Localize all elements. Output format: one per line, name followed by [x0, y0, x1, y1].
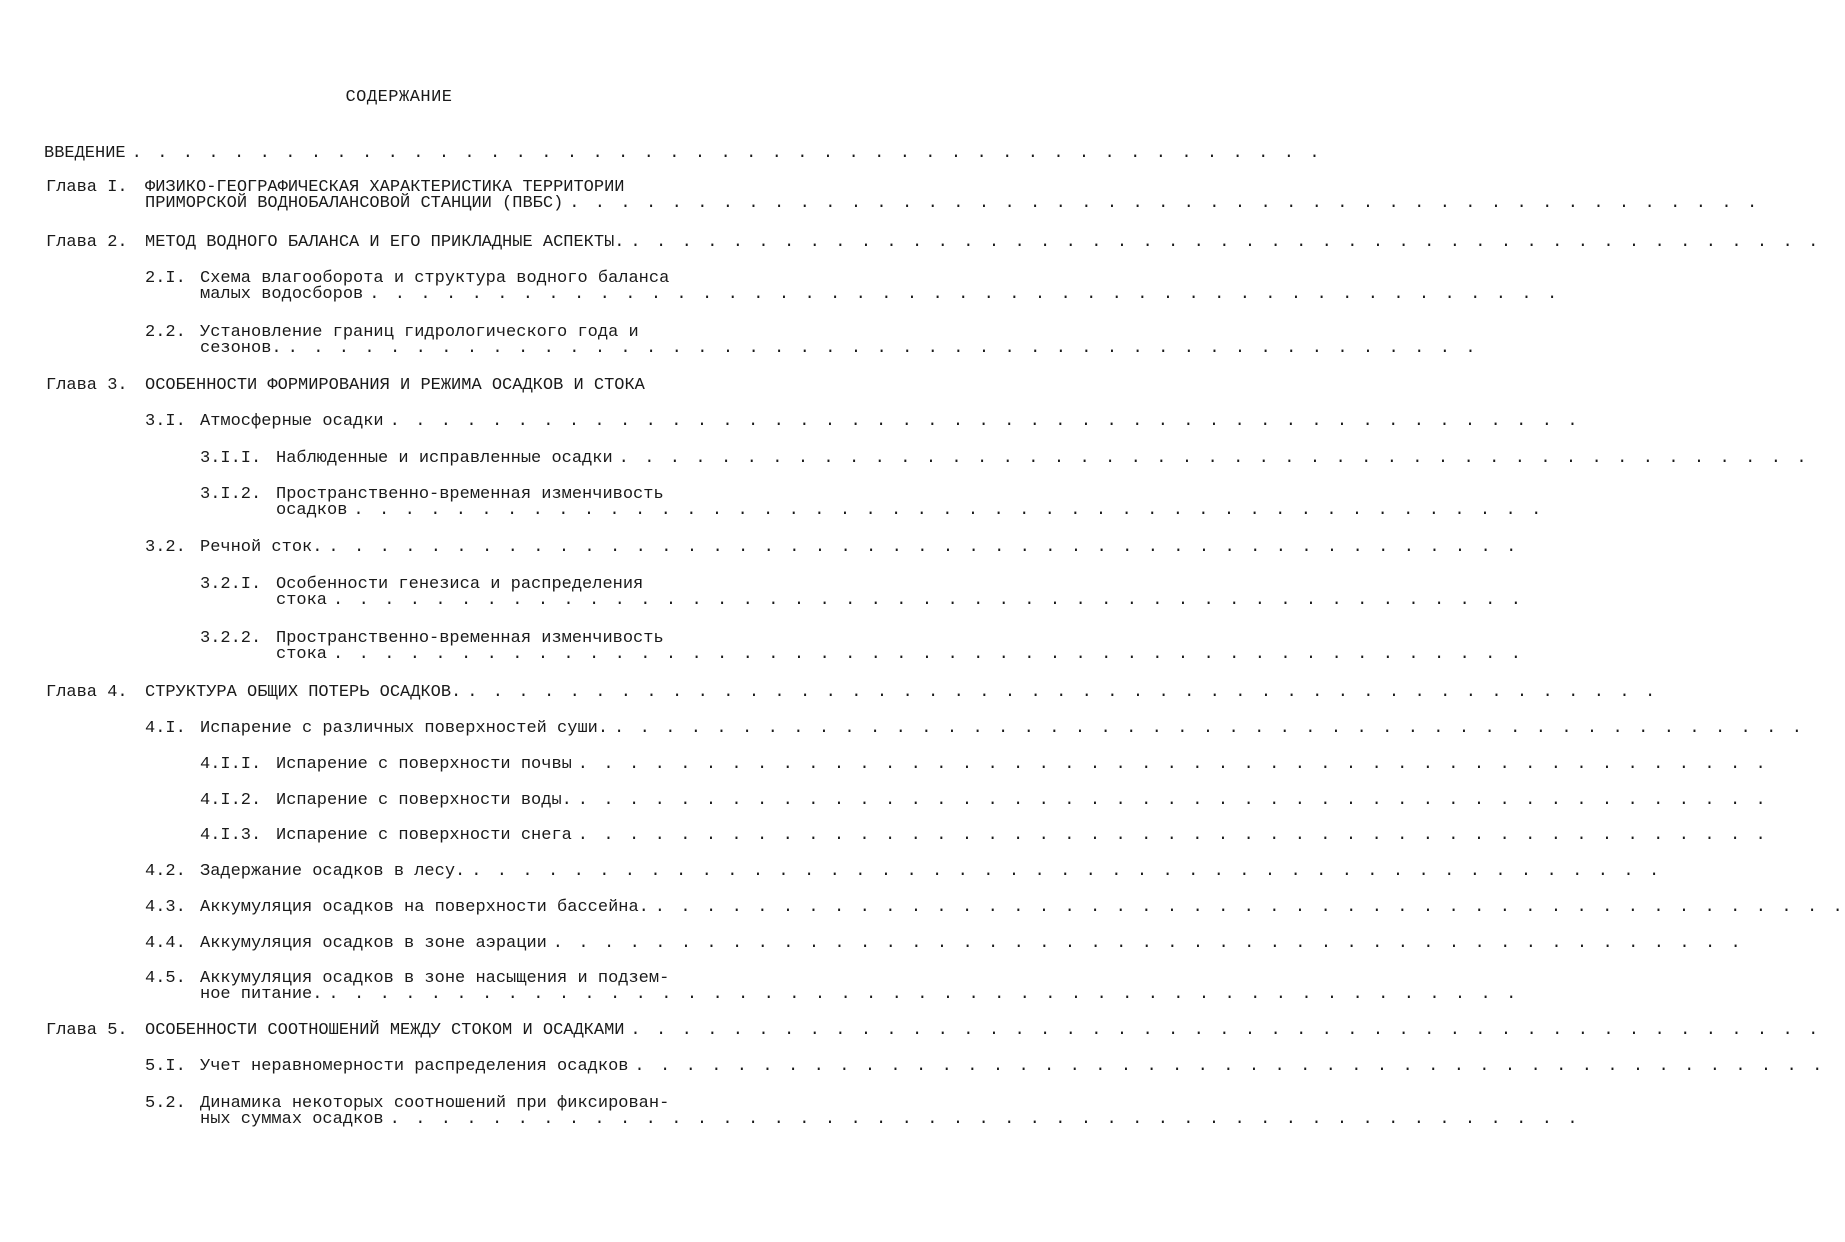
dot-leader: . . . . . . . . . . . . . . . . . . . . . . . . . . . . . . . . . . . . . . . . . . . . . . .: [577, 791, 1769, 810]
toc-entry-number: 3.2.: [145, 538, 186, 557]
dot-leader: . . . . . . . . . . . . . . . . . . . . . . . . . . . . . . . . . . . . . . . . . . . . . . .: [577, 826, 1769, 845]
toc-entry-number: Глава 4.: [46, 683, 128, 702]
toc-entry-title-line: ных суммах осадков: [200, 1110, 384, 1129]
toc-entry-number: 5.I.: [145, 1057, 186, 1076]
dot-leader: . . . . . . . . . . . . . . . . . . . . . . . . . . . . . . . . . . . . . . . . . . . . . . .: [467, 683, 1658, 702]
dot-leader: . . . . . . . . . . . . . . . . . . . . . . . . . . . . . . . . . . . . . . . . . . . . . . .: [630, 233, 1821, 252]
toc-entry-title-line: осадков: [276, 501, 348, 520]
dot-leader: . . . . . . . . . . . . . . . . . . . . . . . . . . . . . . . . . . . . . . . . . . . . . . .: [552, 934, 1744, 953]
dot-leader: . . . . . . . . . . . . . . . . . . . . . . . . . . . . . . . . . . . . . . . . . . . . . . .: [328, 985, 1519, 1004]
toc-entry-number: Глава 3.: [46, 376, 128, 395]
toc-entry-number: 4.I.2.: [200, 791, 262, 810]
dot-leader: . . . . . . . . . . . . . . . . . . . . . . . . . . . . . . . . . . . . . . . . . . . . . . .: [569, 194, 1760, 213]
toc-entry-title-line: Аккумуляция осадков на поверхности бассейна.: [200, 898, 649, 917]
dot-leader: . . . . . . . . . . . . . . . . . . . . . . . . . . . . . . . . . . . . . . . . . . . . . . .: [131, 144, 1323, 163]
dot-leader: . . . . . . . . . . . . . . . . . . . . . . . . . . . . . . . . . . . . . . . . . . . . . . .: [614, 719, 1805, 738]
dot-leader: . . . . . . . . . . . . . . . . . . . . . . . . . . . . . . . . . . . . . . . . . . . . . . .: [287, 339, 1479, 358]
toc-entry-title-line: ПРИМОРСКОЙ ВОДНОБАЛАНСОВОЙ СТАНЦИИ (ПВБС): [145, 194, 564, 213]
toc-entry-number: 3.I.: [145, 412, 186, 431]
toc-entry-number: 4.I.3.: [200, 826, 262, 845]
toc-entry-title-line: МЕТОД ВОДНОГО БАЛАНСА И ЕГО ПРИКЛАДНЫЕ АСПЕКТЫ.: [145, 233, 625, 252]
dot-leader: . . . . . . . . . . . . . . . . . . . . . . . . . . . . . . . . . . . . . . . . . . . . . . .: [389, 1110, 1581, 1129]
toc-entry-number: 4.4.: [145, 934, 186, 953]
toc-entry-title-line: Испарение с поверхности почвы: [276, 755, 572, 774]
toc-entry-title-line: Испарение с поверхности воды.: [276, 791, 572, 810]
dot-leader: . . . . . . . . . . . . . . . . . . . . . . . . . . . . . . . . . . . . . . . . . . . . . . .: [577, 755, 1769, 774]
toc-entry-title-line: Наблюденные и исправленные осадки: [276, 449, 613, 468]
toc-entry-title-line: Динамика некоторых соотношений при фиксирован-: [200, 1094, 670, 1113]
toc-entry-title-line: ФИЗИКО-ГЕОГРАФИЧЕСКАЯ ХАРАКТЕРИСТИКА ТЕРРИТОРИИ: [145, 178, 625, 197]
toc-entry-number: 3.2.I.: [200, 575, 262, 594]
dot-leader: . . . . . . . . . . . . . . . . . . . . . . . . . . . . . . . . . . . . . . . . . . . . . . .: [471, 862, 1662, 881]
toc-entry-title-line: Учет неравномерности распределения осадков: [200, 1057, 629, 1076]
toc-entry-title-line: Испарение с различных поверхностей суши.: [200, 719, 609, 738]
toc-entry-title-line: стока: [276, 645, 328, 664]
toc-entry-title-line: Пространственно-временная изменчивость: [276, 485, 664, 504]
toc-entry-number: 4.I.: [145, 719, 186, 738]
dot-leader: . . . . . . . . . . . . . . . . . . . . . . . . . . . . . . . . . . . . . . . . . . . . . . .: [369, 285, 1560, 304]
page-title: СОДЕРЖАНИЕ: [345, 88, 453, 107]
toc-entry-title-line: стока: [276, 591, 328, 610]
toc-entry-number: 3.2.2.: [200, 629, 262, 648]
toc-entry-title-line: ВВЕДЕНИЕ: [44, 144, 126, 163]
toc-entry-number: 4.3.: [145, 898, 186, 917]
dot-leader: . . . . . . . . . . . . . . . . . . . . . . . . . . . . . . . . . . . . . . . . . . . . . . .: [333, 645, 1524, 664]
dot-leader: . . . . . . . . . . . . . . . . . . . . . . . . . . . . . . . . . . . . . . . . . . . . . . .: [389, 412, 1581, 431]
toc-entry-title-line: Установление границ гидрологического года и: [200, 323, 639, 342]
toc-entry-title-line: Пространственно-временная изменчивость: [276, 629, 664, 648]
toc-entry-number: 5.2.: [145, 1094, 186, 1113]
toc-entry-number: 2.2.: [145, 323, 186, 342]
toc-entry-number: 4.2.: [145, 862, 186, 881]
toc-entry-number: Глава 2.: [46, 233, 128, 252]
toc-entry-number: 2.I.: [145, 269, 186, 288]
toc-entry-number: Глава I.: [46, 178, 128, 197]
toc-entry-title-line: Речной сток.: [200, 538, 323, 557]
toc-entry-title-line: СТРУКТУРА ОБЩИХ ПОТЕРЬ ОСАДКОВ.: [145, 683, 462, 702]
dot-leader: . . . . . . . . . . . . . . . . . . . . . . . . . . . . . . . . . . . . . . . . . . . . . . .: [618, 449, 1810, 468]
toc-entry-title-line: Схема влагооборота и структура водного баланса: [200, 269, 670, 288]
toc-entry-title-line: Аккумуляция осадков в зоне насыщения и подзем-: [200, 969, 670, 988]
toc-entry-number: 4.5.: [145, 969, 186, 988]
toc-entry-title-line: сезонов.: [200, 339, 282, 358]
toc-entry-title-line: Особенности генезиса и распределения: [276, 575, 644, 594]
toc-entry-title-line: Задержание осадков в лесу.: [200, 862, 466, 881]
toc-entry-number: 4.I.I.: [200, 755, 262, 774]
toc-entry-title-line: ное питание.: [200, 985, 323, 1004]
toc-entry-number: 3.I.I.: [200, 449, 262, 468]
toc-entry-title-line: Аккумуляция осадков в зоне аэрации: [200, 934, 547, 953]
toc-entry-number: 3.I.2.: [200, 485, 262, 504]
dot-leader: . . . . . . . . . . . . . . . . . . . . . . . . . . . . . . . . . . . . . . . . . . . . . . .: [654, 898, 1845, 917]
dot-leader: . . . . . . . . . . . . . . . . . . . . . . . . . . . . . . . . . . . . . . . . . . . . . . .: [353, 501, 1544, 520]
dot-leader: . . . . . . . . . . . . . . . . . . . . . . . . . . . . . . . . . . . . . . . . . . . . . . .: [328, 538, 1519, 557]
toc-entry-title-line: ОСОБЕННОСТИ ФОРМИРОВАНИЯ И РЕЖИМА ОСАДКОВ И СТОКА: [145, 376, 645, 395]
toc-entry-title-line: Атмосферные осадки: [200, 412, 384, 431]
toc-entry-title-line: Испарение с поверхности снега: [276, 826, 572, 845]
toc-entry-number: Глава 5.: [46, 1021, 128, 1040]
dot-leader: . . . . . . . . . . . . . . . . . . . . . . . . . . . . . . . . . . . . . . . . . . . . . . .: [333, 591, 1524, 610]
toc-entry-title-line: малых водосборов: [200, 285, 364, 304]
dot-leader: . . . . . . . . . . . . . . . . . . . . . . . . . . . . . . . . . . . . . . . . . . . . . . .: [634, 1057, 1825, 1076]
dot-leader: . . . . . . . . . . . . . . . . . . . . . . . . . . . . . . . . . . . . . . . . . . . . . . .: [630, 1021, 1821, 1040]
toc-entry-title-line: ОСОБЕННОСТИ СООТНОШЕНИЙ МЕЖДУ СТОКОМ И ОСАДКАМИ: [145, 1021, 625, 1040]
